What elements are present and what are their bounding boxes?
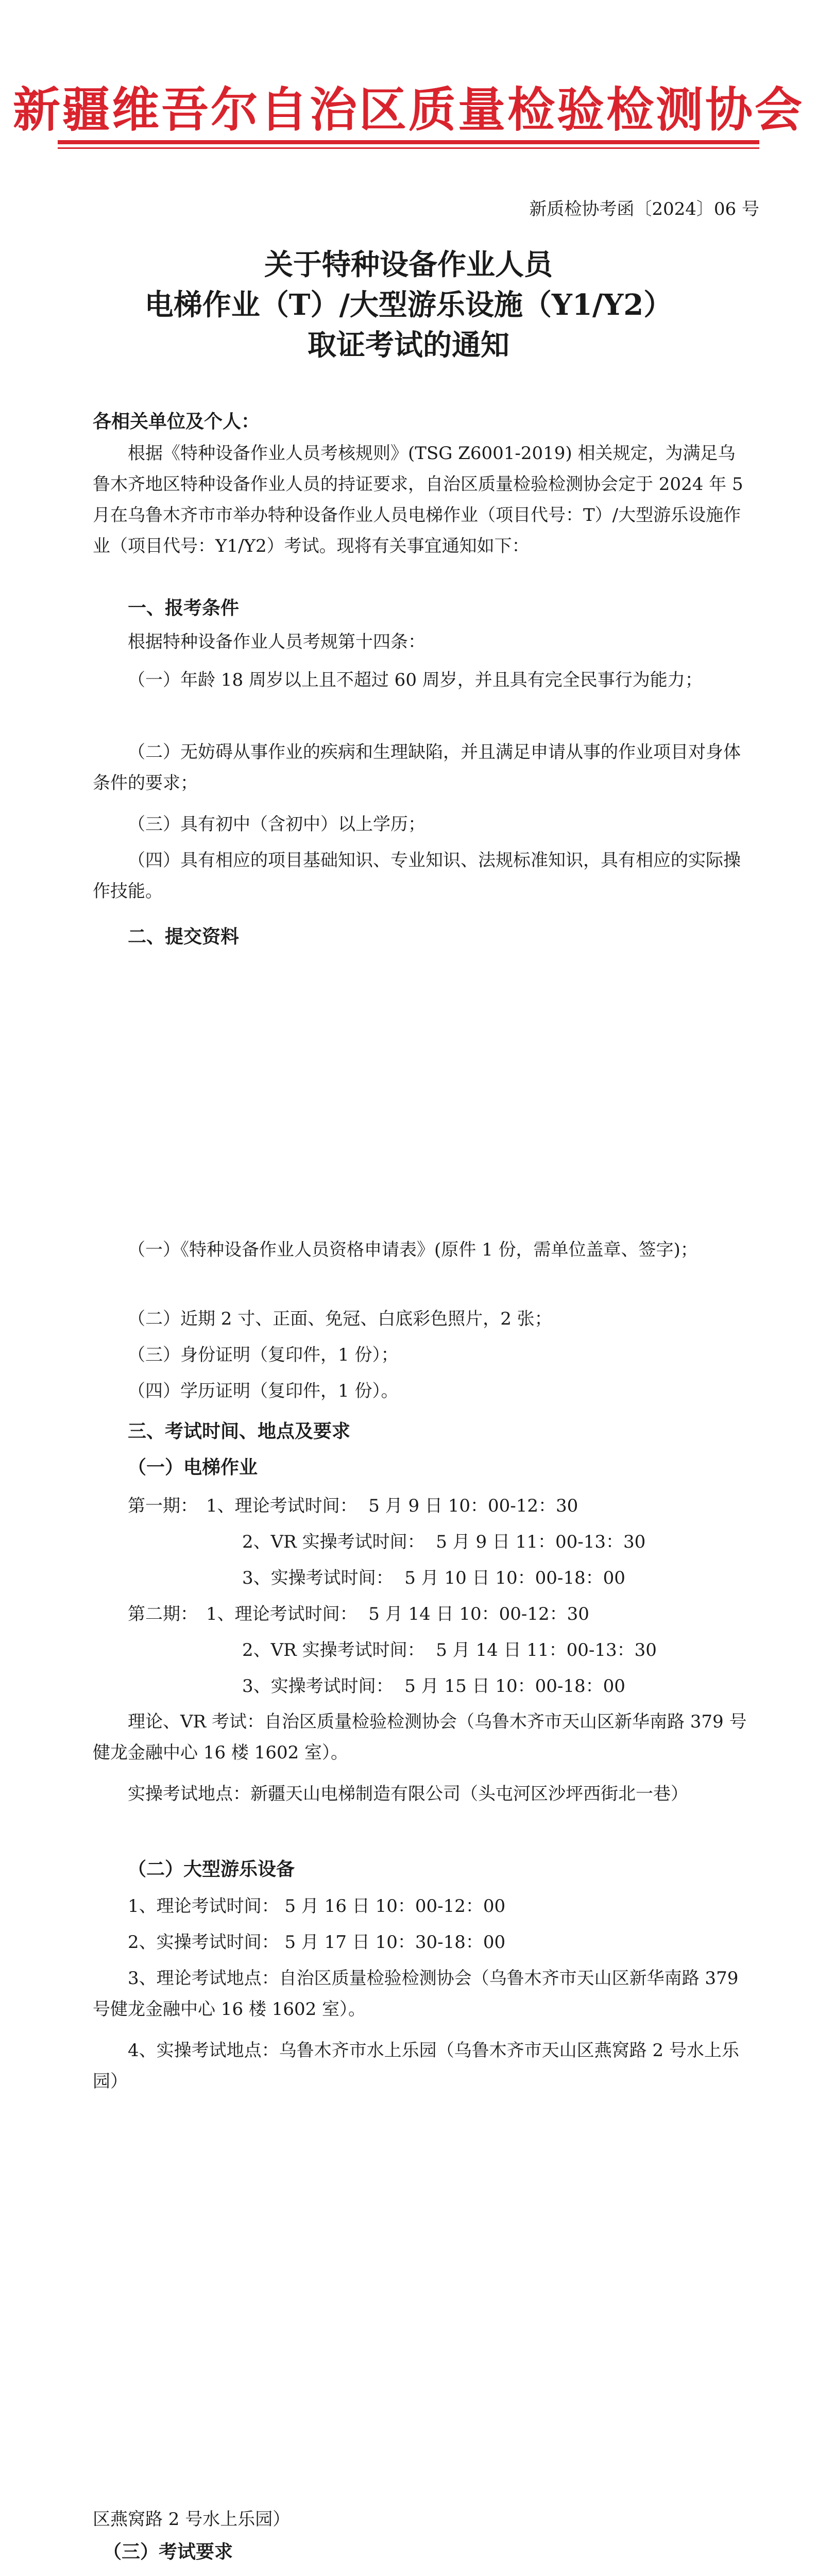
amusement-row-continued: 区燕窝路 2 号水上乐园）	[93, 2509, 291, 2530]
amusement-row: 1、理论考试时间： 5 月 16 日 10：00-12：00	[128, 1896, 506, 1917]
notice-title-line-2: 电梯作业（T）/大型游乐设施（Y1/Y2）	[144, 288, 673, 322]
subsection-exam-rules: （三）考试要求	[103, 2541, 233, 2563]
schedule-row: 2、VR 实操考试时间： 5 月 14 日 11：00-13：30	[242, 1640, 657, 1660]
materials-item: （一）《特种设备作业人员资格申请表》(原件 1 份，需单位盖章、签字)；	[128, 1240, 698, 1260]
org-header: 新疆维吾尔自治区质量检验检测协会	[12, 82, 804, 138]
subsection-amusement: （二）大型游乐设备	[128, 1858, 295, 1880]
amusement-row: 3、理论考试地点：自治区质量检验检测协会（乌鲁木齐市天山区新华南路 379 号健龙金融中心 16 楼 1602 室）。	[93, 1968, 739, 2020]
intro-paragraph: 根据《特种设备作业人员考核规则》(TSG Z6001-2019) 相关规定，为满足乌鲁木齐地区特种设备作业人员的持证要求，自治区质量检验检测协会定于 2024 年 5 月在乌鲁木齐市市举办特种设备作业人员电梯作业（项目代号：T）/大型游乐设施作业（项目代号：Y1/Y2）考试。现将有关事宜通知如下：	[93, 443, 743, 556]
schedule-row: 3、实操考试时间： 5 月 10 日 10：00-18：00	[242, 1568, 625, 1588]
amusement-row: 2、实操考试时间： 5 月 17 日 10：30-18：00	[128, 1932, 506, 1953]
schedule-row: 3、实操考试时间： 5 月 15 日 10：00-18：00	[242, 1676, 625, 1697]
document-number: 新质检协考函〔2024〕06 号	[529, 199, 759, 219]
requirement-item: （二）无妨碍从事作业的疾病和生理缺陷，并且满足申请从事的作业项目对身体条件的要求；	[93, 742, 741, 793]
theory-location: 理论、VR 考试：自治区质量检验检测协会（乌鲁木齐市天山区新华南路 379 号健龙金融中心 16 楼 1602 室）。	[93, 1711, 747, 1763]
schedule-row: 1、理论考试时间： 5 月 14 日 10：00-12：30	[206, 1604, 589, 1624]
section-heading-materials: 二、提交资料	[128, 926, 240, 947]
exam-rule	[93, 2573, 747, 2576]
header-red-rule-thin	[58, 147, 759, 149]
batch-label: 第二期：	[128, 1604, 198, 1624]
practical-location: 实操考试地点：新疆天山电梯制造有限公司（头屯河区沙坪西街北一巷）	[128, 1784, 688, 1804]
schedule-row: 2、VR 实操考试时间： 5 月 9 日 11：00-13：30	[242, 1532, 646, 1552]
materials-item: （二）近期 2 寸、正面、免冠、白底彩色照片，2 张；	[128, 1309, 552, 1329]
section-heading-exam-schedule: 三、考试时间、地点及要求	[128, 1420, 351, 1442]
amusement-row: 4、实操考试地点：乌鲁木齐市水上乐园（乌鲁木齐市天山区燕窝路 2 号水上乐园）	[93, 2040, 739, 2092]
salutation: 各相关单位及个人：	[93, 411, 260, 432]
materials-item: （四）学历证明（复印件，1 份）。	[128, 1381, 399, 1401]
notice-title-line-3: 取证考试的通知	[308, 328, 509, 362]
requirement-item: （三）具有初中（含初中）以上学历；	[128, 814, 425, 835]
header-red-rule	[58, 140, 759, 144]
subsection-elevator: （一）电梯作业	[128, 1456, 258, 1478]
requirement-item: （四）具有相应的项目基础知识、专业知识、法规标准知识，具有相应的实际操作技能。	[93, 850, 741, 902]
materials-item: （三）身份证明（复印件，1 份）；	[128, 1345, 399, 1365]
requirement-item: （一）年龄 18 周岁以上且不超过 60 周岁，并且具有完全民事行为能力；	[128, 670, 703, 690]
batch-label: 第一期：	[128, 1496, 198, 1516]
section-lead: 根据特种设备作业人员考规第十四条：	[128, 632, 425, 652]
notice-title-line-1: 关于特种设备作业人员	[264, 248, 553, 282]
schedule-row: 1、理论考试时间： 5 月 9 日 10：00-12：30	[206, 1496, 578, 1516]
section-heading-requirements: 一、报考条件	[128, 597, 240, 619]
